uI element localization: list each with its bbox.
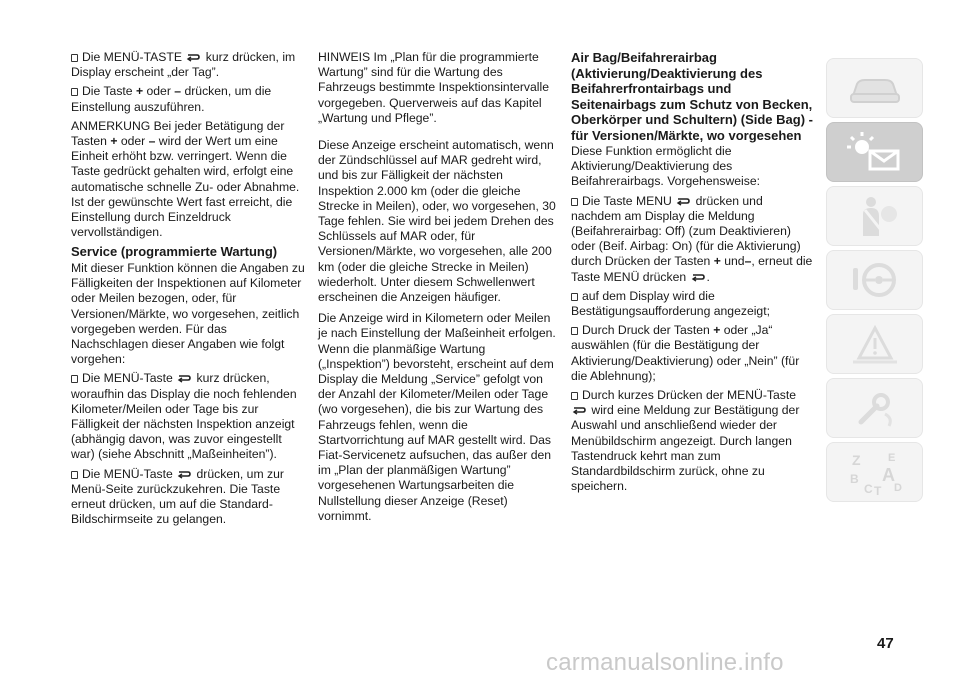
paragraph: Die MENÜ-Taste drücken, um zur Menü-Seite zurückzukehren. Die Taste erneut drücken, um auf die Standard-Bildschirmseite zu gelangen. bbox=[71, 466, 284, 527]
paragraph: Durch Druck der Tasten + oder „Ja“ auswählen (für die Bestätigung der Aktivierung/Deaktivierung) oder „Nein” (für die Ablehnung); bbox=[571, 323, 800, 383]
menu-return-icon bbox=[177, 373, 192, 383]
tab-warning-lights[interactable] bbox=[826, 122, 923, 182]
minus-symbol: – bbox=[148, 134, 156, 149]
paragraph: Die Anzeige wird in Kilometern oder Meilen je nach Einstellung der Maßeinheit erfolgen. Wenn die planmäßige Wartung („Inspektion”) bevorsteht, erscheint auf dem Display die Meldung „Service” gefolgt von der Anzahl der Kilometer/Meilen oder Tage (wo vorgesehen), die bis zur Wartung des Fahrzeugs fehlen, wenn die Startvorrichtung auf MAR gestellt wird. Das Fiat-Servicenetz aufsuchen, das außer den im „Plan der planmäßigen Wartung” vorgesehenen Wartungsarbeiten die Nullstellung dieser Anzeige (Reset) vornimmt. bbox=[318, 311, 556, 523]
tab-starting-driving[interactable] bbox=[826, 250, 923, 310]
service-wrench-icon bbox=[845, 386, 905, 430]
index-letter: Z bbox=[851, 452, 861, 468]
bullet-square-icon bbox=[571, 198, 578, 206]
bullet-square-icon bbox=[571, 327, 578, 335]
bullet-square-icon bbox=[571, 293, 578, 301]
alphabetical-index-icon bbox=[840, 447, 910, 497]
tab-index[interactable] bbox=[826, 442, 923, 502]
paragraph: Mit dieser Funktion können die Angaben zu Fälligkeiten der Inspektionen auf Kilometer oder Meilen bezogen, oder, für Versionen/Märkte, wo vorgesehen, zeitlich vorgegeben werden. Für das Nachschlagen dieser Angaben wie folgt vorgehen: bbox=[71, 260, 305, 367]
menu-return-icon bbox=[676, 196, 691, 206]
index-letter: T bbox=[873, 484, 881, 497]
bullet-square-icon bbox=[71, 88, 78, 96]
plus-symbol: + bbox=[110, 134, 118, 149]
tab-emergency[interactable] bbox=[826, 314, 923, 374]
column-3 bbox=[571, 50, 815, 498]
tab-safety[interactable] bbox=[826, 186, 923, 246]
menu-return-icon bbox=[186, 52, 201, 62]
column-1 bbox=[71, 50, 307, 531]
bullet-square-icon bbox=[71, 54, 78, 62]
paragraph: Diese Anzeige erscheint automatisch, wenn der Zündschlüssel auf MAR gedreht wird, und bis zur Fälligkeit der nächsten Inspektion 2.000 km (oder die gleiche Strecke in Meilen), oder, wo vorgesehen, 30 Tage fehlen. Sie wird bei jedem Drehen des Schlüssels auf MAR oder, für Versionen/Märkte, wo vorgesehen, alle 200 km (oder die gleiche Strecke in Meilen) wiederholt. Unter diesem Schwellenwert erscheinen die Anzeigen häufiger. bbox=[318, 138, 556, 305]
paragraph: Die MENÜ-TASTE kurz drücken, im Display erscheint „der Tag”. bbox=[71, 50, 296, 80]
steering-wheel-icon bbox=[845, 258, 905, 302]
column-2 bbox=[318, 50, 556, 528]
paragraph: Die MENÜ-Taste kurz drücken, woraufhin das Display die noch fehlenden Kilometer/Meilen oder Tage bis zur Fälligkeit der nächsten Inspektion anzeigt (abhängig davon, was zuvor eingestellt war) (siehe Abschnitt „Maßeinheiten”). bbox=[71, 371, 297, 462]
minus-symbol: – bbox=[744, 254, 752, 269]
index-letter: A bbox=[881, 465, 895, 485]
tab-dashboard[interactable] bbox=[826, 58, 923, 118]
paragraph: Diese Funktion ermöglicht die Aktivierung/Deaktivierung des Beifahrerairbags. Vorgehensweise: bbox=[571, 144, 761, 189]
section-heading-airbag: Air Bag/Beifahrerairbag (Aktivierung/Deaktivierung des Beifahrerfrontairbags und Seitenairbags zum Schutz von Becken, Oberkörper und Schultern) (Side Bag) - für Versionen/Märkte, wo vorgesehen bbox=[571, 50, 813, 143]
menu-return-icon bbox=[572, 405, 587, 415]
car-dashboard-icon bbox=[845, 68, 905, 108]
warning-lights-message-icon bbox=[840, 129, 910, 175]
paragraph: ANMERKUNG Bei jeder Betätigung der Tasten + oder – wird der Wert um eine Einheit erhöht bzw. verringert. Wenn die Taste gedrückt gehalten wird, erfolgt eine automatische schnelle Zu- oder Abnahme. Ist der gewünschte Wert fast erreicht, die Einstellung durch Einzeldruck vervollständigen. bbox=[71, 118, 300, 240]
tab-maintenance[interactable] bbox=[826, 378, 923, 438]
watermark-text[interactable]: carmanualsonline.info bbox=[546, 649, 784, 676]
bullet-square-icon bbox=[571, 392, 578, 400]
minus-symbol: – bbox=[174, 84, 182, 99]
paragraph: HINWEIS Im „Plan für die programmierte Wartung” sind für die Wartung des Fahrzeugs bestimmte Inspektionsintervalle vorgegeben. Querverweis auf das Kapitel „Wartung und Pflege”. bbox=[318, 50, 549, 125]
paragraph: Die Taste + oder – drücken, um die Einstellung auszuführen. bbox=[71, 84, 272, 114]
paragraph: Durch kurzes Drücken der MENÜ-Taste wird eine Meldung zur Bestätigung der Auswahl und anschließend wieder der Menübildschirm angezeigt. Durch langen Tastendruck kehrt man zum Standardbildschirm zurück, ohne zu speichern. bbox=[571, 388, 800, 494]
paragraph: Die Taste MENU drücken und nachdem am Display die Meldung (Beifahrerairbag: Off) (zum Deaktivieren) oder (Beif. Airbag: On) (für die Aktivierung) durch Drücken der Tasten + und–, erneut die Taste MENÜ drücken . bbox=[571, 193, 813, 284]
index-letter: E bbox=[887, 452, 895, 464]
plus-symbol: + bbox=[713, 254, 721, 269]
seatbelt-airbag-icon bbox=[845, 194, 905, 238]
page-number: 47 bbox=[877, 635, 894, 652]
menu-return-icon bbox=[691, 272, 706, 282]
index-letter: D bbox=[893, 482, 902, 494]
index-letter: C bbox=[863, 482, 873, 496]
bullet-square-icon bbox=[71, 471, 78, 479]
menu-return-icon bbox=[177, 469, 192, 479]
road-warning-icon bbox=[845, 322, 905, 366]
index-letter: B bbox=[849, 472, 859, 486]
plus-symbol: + bbox=[713, 323, 721, 338]
plus-symbol: + bbox=[135, 84, 144, 99]
bullet-square-icon bbox=[71, 375, 78, 383]
chapter-tabs bbox=[826, 58, 923, 506]
section-heading-service: Service (programmierte Wartung) bbox=[71, 244, 278, 260]
paragraph: auf dem Display wird die Bestätigungsaufforderung angezeigt; bbox=[571, 288, 770, 319]
